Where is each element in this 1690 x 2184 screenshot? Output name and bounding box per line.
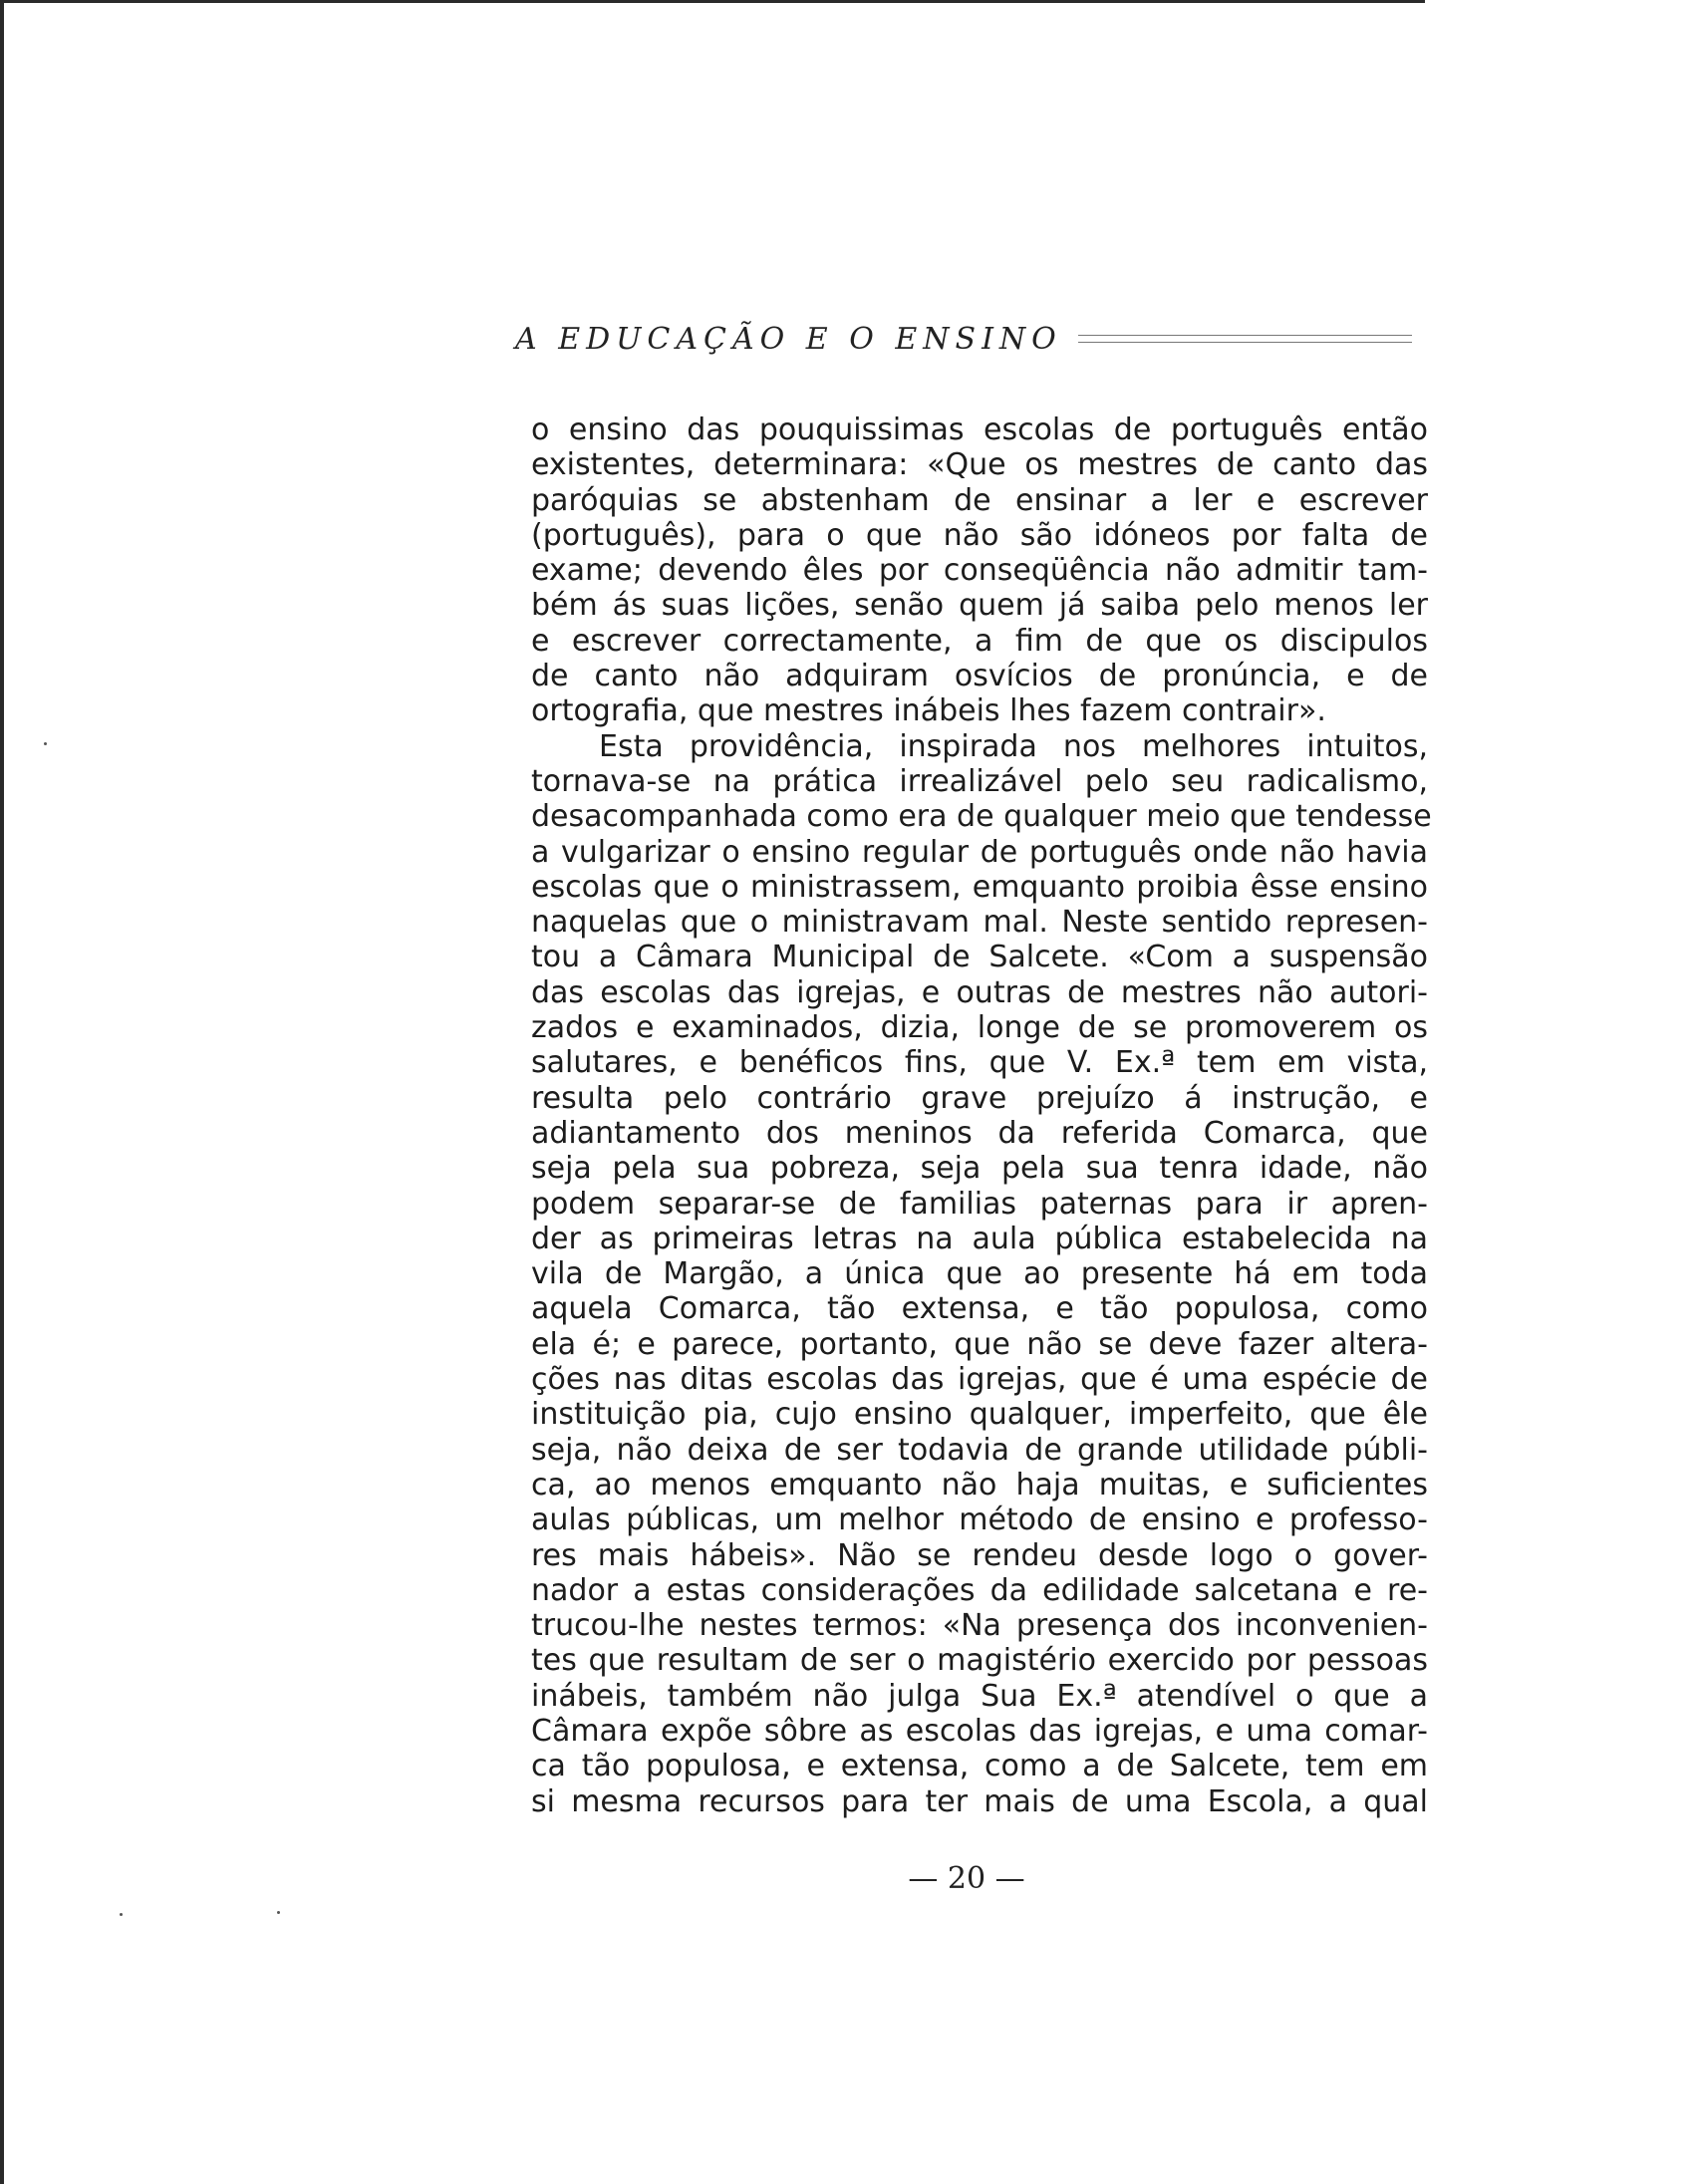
- text-line: das escolas das igrejas, e outras de mestres não autori-: [531, 974, 1428, 1010]
- text-line: o ensino das pouquissimas escolas de português então: [531, 412, 1428, 447]
- text-line: inábeis, também não julga Sua Ex.ª atendível o que a: [531, 1678, 1428, 1714]
- running-head: [515, 319, 1412, 359]
- text-line: exame; devendo êles por conseqüência não admitir tam-: [531, 553, 1428, 589]
- text-line: de canto não adquiram osvícios de pronúncia, e de: [531, 659, 1428, 694]
- text-line: tes que resultam de ser o magistério exercido por pessoas: [531, 1643, 1428, 1679]
- text-line: nador a estas considerações da edilidade salcetana e re-: [531, 1572, 1428, 1608]
- text-line: ca, ao menos emquanto não haja muitas, e suficientes: [531, 1467, 1428, 1502]
- text-line: podem separar-se de familias paternas para ir apren-: [531, 1186, 1428, 1222]
- text-line: desacompanhada como era de qualquer meio que tendesse: [531, 799, 1432, 835]
- text-line: ca tão populosa, e extensa, como a de Salcete, tem em: [531, 1749, 1428, 1784]
- text-line: si mesma recursos para ter mais de uma Escola, a qual: [531, 1783, 1428, 1819]
- text-line: vila de Margão, a única que ao presente há em toda: [531, 1256, 1428, 1292]
- text-line: (português), para o que não são idóneos por falta de: [531, 517, 1428, 553]
- text-line: zados e examinados, dizia, longe de se promoverem os: [531, 1010, 1428, 1046]
- text-line: paróquias se abstenham de ensinar a ler e escrever: [531, 482, 1428, 518]
- text-line: salutares, e benéficos fins, que V. Ex.ª tem em vista,: [531, 1045, 1428, 1081]
- running-head-rule: [1078, 335, 1412, 343]
- body-text: [531, 412, 1432, 1819]
- text-line: tou a Câmara Municipal de Salcete. «Com a suspensão: [531, 940, 1428, 975]
- text-line: seja pela sua pobreza, seja pela sua tenra idade, não: [531, 1151, 1428, 1187]
- text-line: escolas que o ministrassem, emquanto proibia êsse ensino: [531, 869, 1428, 905]
- text-line: Câmara expõe sôbre as escolas das igrejas, e uma comar-: [531, 1713, 1428, 1749]
- text-line: existentes, determinara: «Que os mestres de canto das: [531, 447, 1428, 483]
- text-line: seja, não deixa de ser todavia de grande utilidade públi-: [531, 1432, 1428, 1468]
- text-line: aquela Comarca, tão extensa, e tão populosa, como: [531, 1291, 1428, 1327]
- page-number: — 20 —: [908, 1861, 1025, 1896]
- scan-speck: [44, 742, 47, 745]
- scan-speck: [120, 1913, 123, 1916]
- text-line: ções nas ditas escolas das igrejas, que é uma espécie de: [531, 1362, 1428, 1398]
- running-head-title: A EDUCAÇÃO E O ENSINO: [515, 321, 1062, 357]
- text-line: aulas públicas, um melhor método de ensino e professo-: [531, 1502, 1428, 1538]
- scan-border-top: [0, 0, 1425, 3]
- text-line: bém ás suas lições, senão quem já saiba pelo menos ler: [531, 588, 1428, 624]
- text-line: ortografia, que mestres inábeis lhes fazem contrair».: [531, 693, 1326, 729]
- text-line: adiantamento dos meninos da referida Comarca, que: [531, 1115, 1428, 1151]
- text-line: trucou-lhe nestes termos: «Na presença dos inconvenien-: [531, 1608, 1428, 1644]
- text-line: naquelas que o ministravam mal. Neste sentido represen-: [531, 905, 1428, 941]
- text-line: instituição pia, cujo ensino qualquer, imperfeito, que êle: [531, 1397, 1428, 1433]
- text-line: resulta pelo contrário grave prejuízo á instrução, e: [531, 1080, 1428, 1116]
- text-line: Esta providência, inspirada nos melhores intuitos,: [599, 728, 1428, 764]
- scan-speck: [277, 1911, 280, 1914]
- text-line: tornava-se na prática irrealizável pelo seu radicalismo,: [531, 763, 1428, 799]
- text-line: a vulgarizar o ensino regular de português onde não havia: [531, 834, 1428, 870]
- text-line: res mais hábeis». Não se rendeu desde logo o gover-: [531, 1537, 1428, 1573]
- text-line: e escrever correctamente, a fim de que os discipulos: [531, 623, 1428, 659]
- text-line: der as primeiras letras na aula pública estabelecida na: [531, 1221, 1428, 1256]
- text-line: ela é; e parece, portanto, que não se deve fazer altera-: [531, 1326, 1428, 1362]
- scan-border-left: [0, 0, 4, 2184]
